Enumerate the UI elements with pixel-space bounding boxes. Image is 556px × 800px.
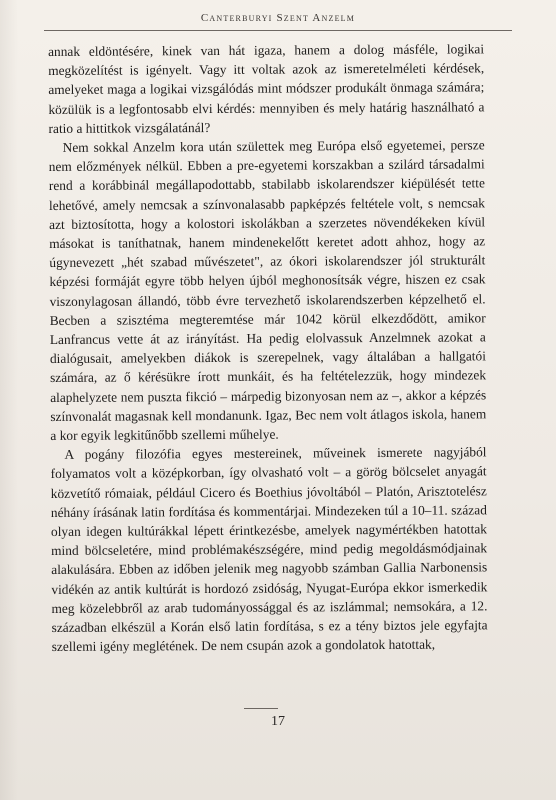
running-head: Canterburyi Szent Anzelm (200, 12, 356, 24)
body-text (48, 39, 488, 656)
footer-rule (244, 708, 278, 709)
paragraph-2: Nem sokkal Anzelm kora után születtek meg Európa első egyetemei, persze nem előzmények nélkül. Ebben a pre-egyetemi korszakban a szilárd társadalmi rend a korábbinál megállapodottabb, stabilabb iskolarendszer kiépülését tette lehetővé, amely nemcsak a színvonalasabb papképzés feltétele volt, s nemcsak azt biztosította, hogy a kolostori iskolákban a szerzetes növendékeken kívül másokat is taníthatnak, hanem mindenekelőtt keretet adott ahhoz, hogy az úgynevezett „hét szabad művészetet", az ókori iskolarendszer jól strukturált képzési formáját egyre több helyen újból meghonosítsák végre, hiszen ez csak viszonylagosan állandó, több évre tervezhető iskolarendszerben képzelhető el. Becben a szisztéma megteremtése már 1042 körül elkezdődött, amikor Lanfrancus vette át az irányítást. Ha pedig elolvassuk Anzelmnek azokat a dialógusait, amelyekben diákok is szerepelnek, vagy általában a hallgatói számára, az ő kérésükre írott munkáit, és ha feltételezzük, hogy mindezek alaphelyzete nem puszta fikció – márpedig bizonyosan nem az –, akkor a képzés színvonalát magasnak kell mondanunk. Igaz, Bec nem volt átlagos iskola, hanem a kor egyik legkitűnőbb szellemi műhelye. (48, 137, 487, 444)
paragraph-1: annak eldöntésére, kinek van hát igaza, hanem a dolog másféle, logikai megközelítést is igényelt. Vagy itt voltak azok az ismeretelméleti kérdések, amelyeket maga a logikai vizsgálódás mint módszer produkált önmaga számára; közülük is a legfontosabb elvi kérdés: mennyiben és mely határig használható a ratio a hittitkok vizsgálatánál? (48, 41, 485, 136)
paragraph-3: A pogány filozófia egyes mestereinek, műveinek ismerete nagyjából folyamatos volt a középkorban, így olvasható volt – a görög bölcselet anyagát közvetítő rómaiak, például Cicero és Boethius jóvoltából – Platón, Arisztotelész néhány írásának latin fordítása és kommentárjai. Mindezeken túl a 10–11. század olyan idegen kultúrákkal lépett érintkezésbe, amelyek nagymértékben hatottak mind bölcseletére, mind problémakészségére, mind pedig megoldásmódjainak alakulására. Ebben az időben jelenik meg nagyobb számban Gallia Narbonensis vidékén az antik kultúrát is hordozó zsidóság, Nyugat-Európa ekkor ismerkedik meg közelebbről az arab tudományossággal és az iszlámmal; nemsokára, a 12. században elkészül a Korán első latin fordítása, s ez a tény biztos jele egyfajta szellemi igény meglétének. De nem csupán azok a gondolatok hatottak, (50, 444, 488, 655)
page-number: 17 (271, 714, 285, 729)
header-rule (44, 30, 512, 31)
binding-shadow (0, 0, 18, 800)
